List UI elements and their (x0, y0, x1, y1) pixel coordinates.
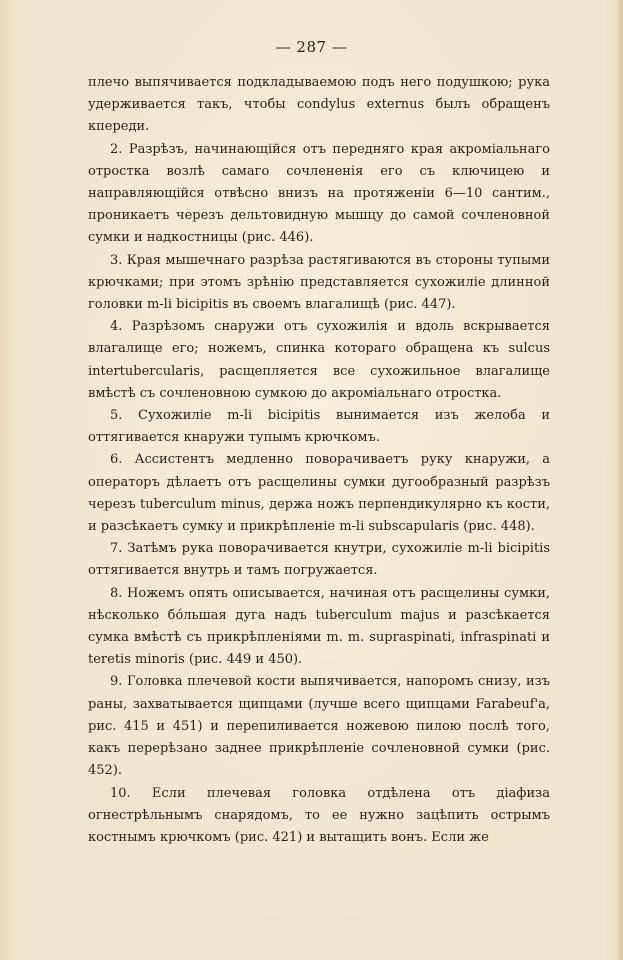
paragraph-step-2: 2. Разрѣзъ, начинающійся отъ передняго края акроміальнаго отростка возлѣ самаго сочлененія его съ ключицею и направляющійся отвѣсно внизъ на протяженіи 6—10 сантим., проникаетъ черезъ дельтовидную мышцу до самой сочленовной сумки и надкостницы (рис. 446). (88, 141, 550, 246)
paragraph-step-10: 10. Если плечевая головка отдѣлена отъ діафиза огнестрѣльнымъ снарядомъ, то ее нужно зацѣпить острымъ костнымъ крючкомъ (рис. 421) и вытащить вонъ. Если же (88, 785, 550, 845)
paragraph-step-9: 9. Головка плечевой кости выпячивается, напоромъ снизу, изъ раны, захватывается щипцами (лучше всего щипцами Farabeuf'а, рис. 415 и 451) и перепиливается ножевою пилою послѣ того, какъ перерѣзано заднее прикрѣпленіе сочленовной сумки (рис. 452). (88, 674, 550, 779)
scan-edge-shadow (617, 0, 623, 960)
paragraph-continuation: плечо выпячивается подкладываемою подъ него подушкою; рука удерживается такъ, чтобы condylus externus былъ обращенъ кпереди. (88, 75, 550, 135)
page-number: — 287 — (275, 38, 348, 56)
paragraph-step-5: 5. Сухожиліе m-li bicipitis вынимается изъ желоба и оттягивается кнаружи тупымъ крючкомъ. (88, 408, 550, 446)
paragraph-step-3: 3. Края мышечнаго разрѣза растягиваются въ стороны тупыми крючками; при этомъ зрѣнію представляется сухожиліе длинной головки m-li bicipitis въ своемъ влагалищѣ (рис. 447). (88, 252, 550, 313)
paragraph-step-8: 8. Ножемъ опять описывается, начиная отъ расщелины сумки, нѣсколько бо́льшая дуга надъ tuberculum majus и разсѣкается сумка вмѣстѣ съ прикрѣпленіями m. m. supraspinati, infraspinati и teretis minoris (рис. 449 и 450). (88, 585, 550, 668)
paragraph-step-4: 4. Разрѣзомъ снаружи отъ сухожилія и вдоль вскрывается влагалище его; ножемъ, спинка котораго обращена къ sulcus intertubercularis, расщепляется все сухожильное влагалище вмѣстѣ съ сочленовною сумкою до акроміальнаго отростка. (88, 319, 550, 401)
paragraph-step-7: 7. Затѣмъ рука поворачивается кнутри, сухожиліе m-li bicipitis оттягивается внутрь и тамъ погружается. (88, 541, 550, 579)
page-body-text (88, 72, 550, 849)
paragraph-step-6: 6. Ассистентъ медленно поворачиваетъ руку кнаружи, а операторъ дѣлаетъ отъ расщелины сумки дугообразный разрѣзъ черезъ tuberculum minus, держа ножъ перпендикулярно къ кости, и разсѣкаетъ сумку и прикрѣпленіе m-li subscapularis (рис. 448). (88, 452, 550, 535)
